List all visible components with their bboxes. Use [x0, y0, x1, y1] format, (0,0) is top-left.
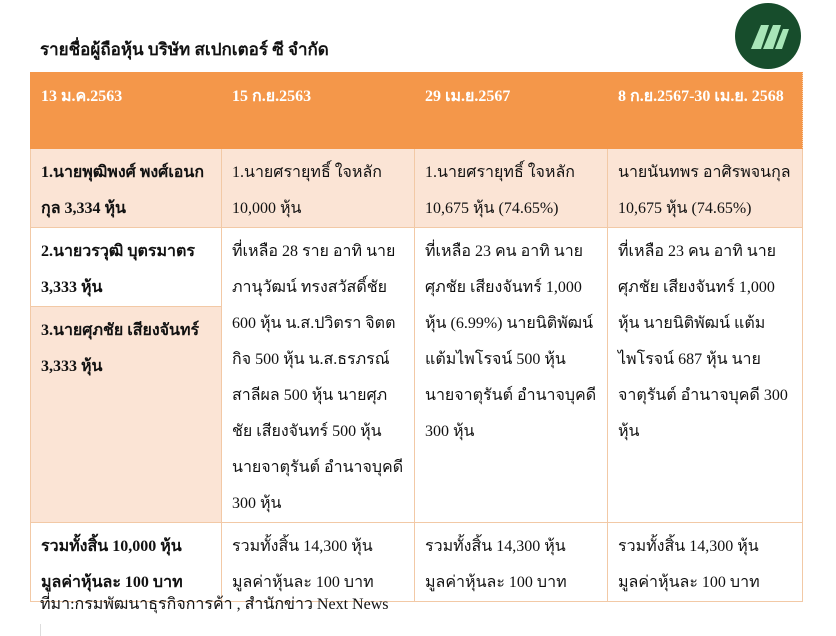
- header-cell: 15 ก.ย.2563: [222, 73, 415, 149]
- table-header-row: [31, 73, 803, 149]
- header-cell: 13 ม.ค.2563: [31, 73, 222, 149]
- table-row: [31, 228, 803, 307]
- table-cell: นายนันทพร อาศิรพจนกุล 10,675 หุ้น (74.65%): [608, 149, 803, 228]
- table-cell: ที่เหลือ 28 ราย อาทิ นายภานุวัฒน์ ทรงสวัสดิ์ชัย 600 หุ้น น.ส.ปวิตรา จิตตกิจ 500 หุ้น น.ส.ธรภรณ์ สาลีผล 500 หุ้น นายศุภชัย เสียงจันทร์ 500 หุ้น นายจาตุรันต์ อำนาจบุคดี 300 หุ้น: [222, 228, 415, 523]
- table-cell: 1.นายศรายุทธิ์ ใจหลัก 10,675 หุ้น (74.65%): [415, 149, 608, 228]
- table-cell: ที่เหลือ 23 คน อาทิ นายศุภชัย เสียงจันทร์ 1,000 หุ้น (6.99%) นายนิติพัฒน์ แต้มไพโรจน์ 500 หุ้น นายจาตุรันต์ อำนาจบุคดี 300 หุ้น: [415, 228, 608, 523]
- table-cell: 3.นายศุภชัย เสียงจันทร์ 3,333 หุ้น: [31, 307, 222, 523]
- page-title: รายชื่อผู้ถือหุ้น บริษัท สเปกเตอร์ ซี จำกัด: [40, 40, 329, 59]
- shareholder-table: [30, 72, 803, 602]
- next-news-logo-icon: [735, 3, 801, 69]
- table-row: [31, 149, 803, 228]
- table-cell: ที่เหลือ 23 คน อาทิ นายศุภชัย เสียงจันทร์ 1,000 หุ้น นายนิติพัฒน์ แต้มไพโรจน์ 687 หุ้น นายจาตุรันต์ อำนาจบุคดี 300 หุ้น: [608, 228, 803, 523]
- source-note: ที่มา:กรมพัฒนาธุรกิจการค้า , สำนักข่าว Next News: [40, 596, 389, 613]
- table-cell: รวมทั้งสิ้น 14,300 หุ้น มูลค่าหุ้นละ 100 บาท: [608, 523, 803, 602]
- divider: [40, 624, 41, 636]
- table-cell: รวมทั้งสิ้น 10,000 หุ้น มูลค่าหุ้นละ 100 บาท: [31, 523, 222, 602]
- header-cell: 8 ก.ย.2567-30 เม.ย. 2568: [608, 73, 803, 149]
- header-cell: 29 เม.ย.2567: [415, 73, 608, 149]
- table-cell: 1.นายพุฒิพงศ์ พงศ์เอนกกุล 3,334 หุ้น: [31, 149, 222, 228]
- table-cell: รวมทั้งสิ้น 14,300 หุ้น มูลค่าหุ้นละ 100 บาท: [415, 523, 608, 602]
- table-cell: 2.นายวรวุฒิ บุตรมาตร 3,333 หุ้น: [31, 228, 222, 307]
- table-row-total: [31, 523, 803, 602]
- table-cell: 1.นายศรายุทธิ์ ใจหลัก 10,000 หุ้น: [222, 149, 415, 228]
- table-cell: รวมทั้งสิ้น 14,300 หุ้น มูลค่าหุ้นละ 100 บาท: [222, 523, 415, 602]
